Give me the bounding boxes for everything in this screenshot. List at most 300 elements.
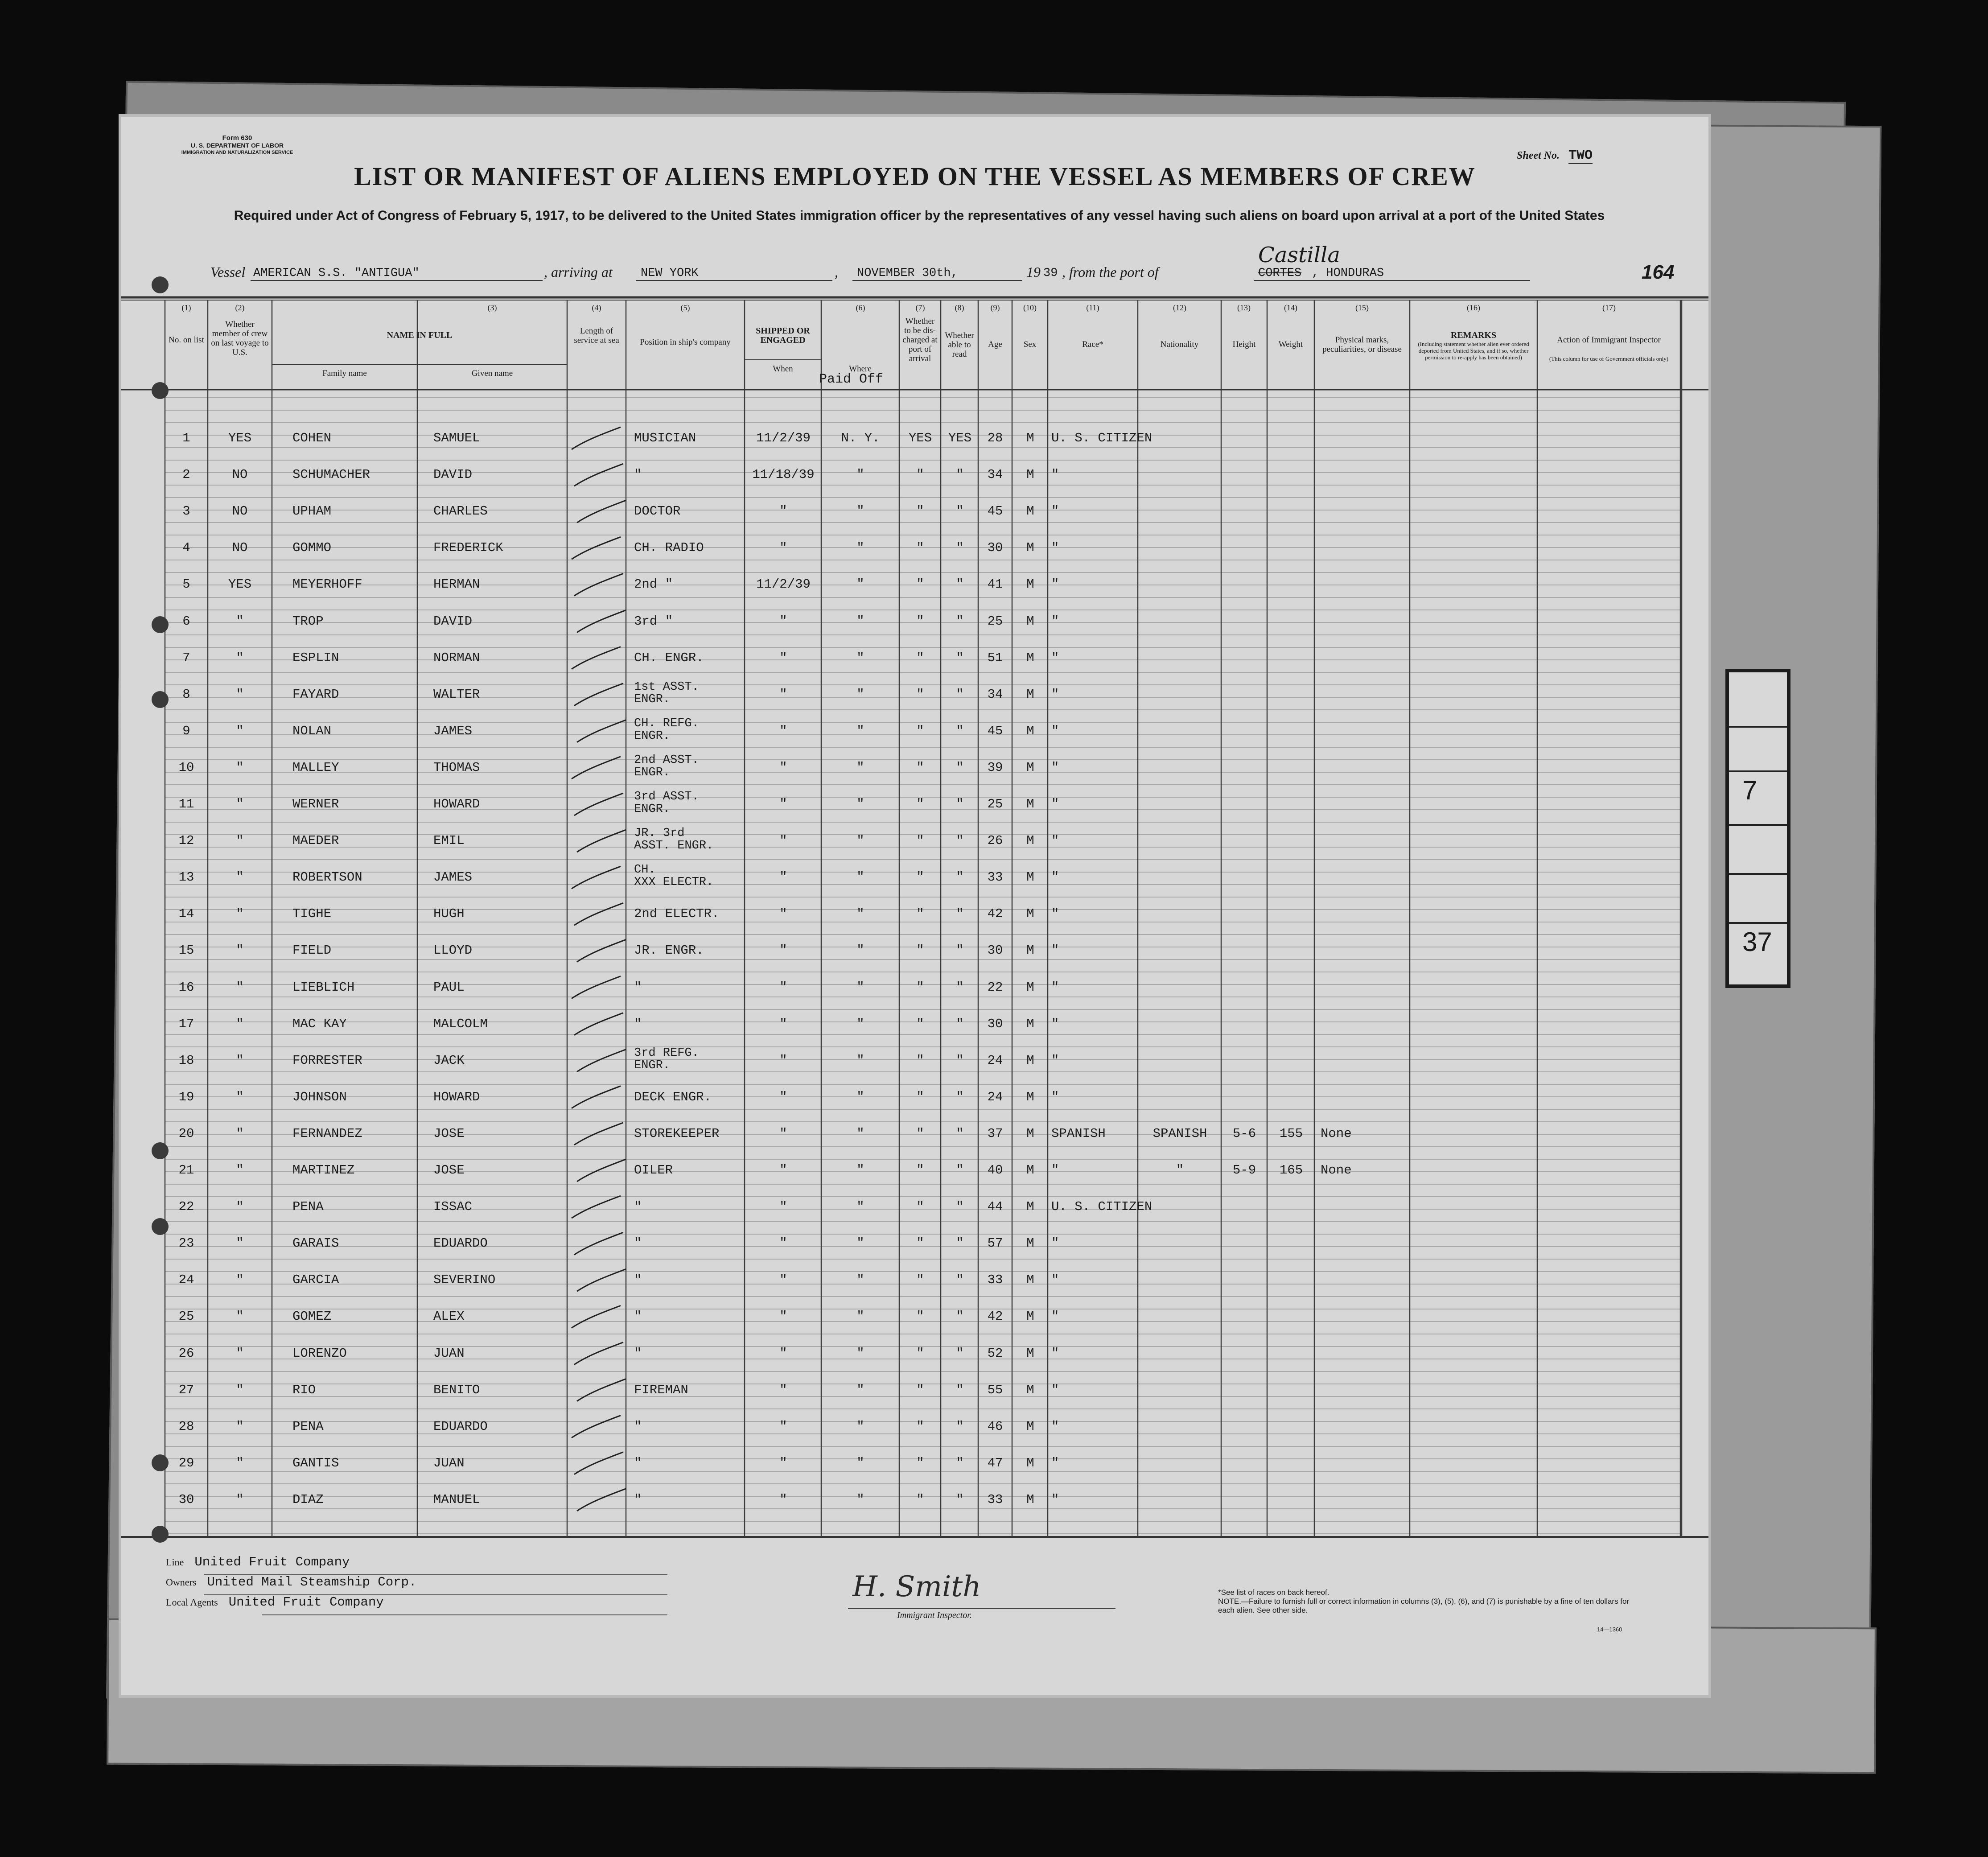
- races-note: *See list of races on back hereof.: [1218, 1588, 1329, 1597]
- cell-given: LLOYD: [433, 943, 473, 958]
- column-number: (1): [181, 303, 191, 312]
- side-card: [1725, 669, 1790, 988]
- cell-when: ": [779, 943, 787, 958]
- header-age: Age: [988, 340, 1002, 349]
- cell-family: SCHUMACHER: [292, 467, 370, 482]
- header-height: Height: [1232, 340, 1256, 349]
- cell-age: 52: [987, 1346, 1003, 1361]
- cell-where: ": [856, 797, 864, 811]
- cell-age: 42: [987, 906, 1003, 922]
- cell-disch: ": [916, 797, 924, 811]
- owners-value: United Mail Steamship Corp.: [207, 1575, 417, 1589]
- cell-age: 33: [987, 1272, 1003, 1288]
- punch-hole: [152, 1142, 169, 1159]
- cell-where: ": [856, 1053, 864, 1068]
- cell-read: ": [956, 1236, 964, 1251]
- table-row: [121, 533, 1680, 564]
- cell-disch: ": [916, 1089, 924, 1104]
- column-number: (8): [955, 303, 964, 312]
- punch-hole: [152, 691, 169, 708]
- cell-family: MAC KAY: [292, 1016, 347, 1031]
- table-row: [121, 1192, 1680, 1223]
- cell-disch: ": [916, 540, 924, 556]
- cell-age: 37: [987, 1126, 1003, 1141]
- cell-sex: M: [1026, 980, 1034, 995]
- header-nationality: Nationality: [1160, 340, 1199, 349]
- cell-sex: M: [1026, 906, 1034, 922]
- cell-read: ": [956, 943, 964, 958]
- cell-disch: ": [916, 650, 924, 665]
- cell-read: ": [956, 504, 964, 519]
- cell-disch: ": [916, 1053, 924, 1068]
- cell-where: ": [856, 1236, 864, 1251]
- cell-race: ": [1051, 1346, 1059, 1361]
- cell-no: 1: [182, 431, 190, 445]
- cell-position: 3rd REFG. ENGR.: [634, 1046, 699, 1072]
- cell-when: ": [779, 797, 787, 811]
- cell-where: ": [856, 1163, 864, 1178]
- header-action-note: (This column for use of Government officials only): [1549, 355, 1669, 362]
- cell-prev: YES: [228, 431, 252, 445]
- cell-where: ": [856, 1492, 864, 1507]
- cell-no: 17: [178, 1016, 194, 1031]
- cell-age: 42: [987, 1309, 1003, 1324]
- cell-family: LIEBLICH: [292, 980, 355, 995]
- cell-no: 14: [178, 906, 194, 922]
- cell-prev: ": [236, 1089, 244, 1104]
- vessel-label: Vessel: [210, 264, 246, 280]
- cell-when: ": [779, 980, 787, 995]
- cell-no: 6: [182, 614, 190, 629]
- cell-no: 19: [178, 1089, 194, 1104]
- cell-prev: ": [236, 833, 244, 848]
- sheet-label: Sheet No.: [1517, 150, 1560, 161]
- table-row: [121, 460, 1680, 491]
- cell-family: NOLAN: [292, 723, 332, 738]
- cell-read: ": [956, 577, 964, 592]
- cell-weight: 155: [1279, 1126, 1303, 1141]
- cell-read: ": [956, 1455, 964, 1470]
- cell-age: 44: [987, 1199, 1003, 1215]
- cell-no: 26: [178, 1346, 194, 1361]
- header-position: Position in ship's company: [640, 338, 731, 347]
- cell-read: YES: [948, 431, 972, 445]
- cell-sex: M: [1026, 467, 1034, 482]
- cell-age: 46: [987, 1419, 1003, 1434]
- column-number: (14): [1284, 303, 1297, 312]
- cell-age: 45: [987, 723, 1003, 738]
- cell-prev: ": [236, 1272, 244, 1288]
- cell-family: FERNANDEZ: [292, 1126, 362, 1141]
- column-number: (16): [1467, 303, 1480, 312]
- cell-where: ": [856, 650, 864, 665]
- vessel-name: AMERICAN S.S. "ANTIGUA": [253, 267, 420, 280]
- cell-sex: M: [1026, 833, 1034, 848]
- port-handwritten: Castilla: [1258, 243, 1340, 268]
- table-row: [121, 1302, 1680, 1333]
- column-number: (9): [990, 303, 1000, 312]
- cell-race: ": [1051, 614, 1059, 629]
- cell-read: ": [956, 980, 964, 995]
- cell-where: ": [856, 1346, 864, 1361]
- cell-position: ": [634, 1419, 642, 1434]
- cell-family: GANTIS: [292, 1455, 339, 1470]
- header-remarks: REMARKS: [1450, 330, 1497, 340]
- cell-disch: ": [916, 833, 924, 848]
- cell-race: ": [1051, 1089, 1059, 1104]
- cell-where: ": [856, 540, 864, 556]
- cell-disch: ": [916, 1346, 924, 1361]
- column-number: (6): [856, 303, 865, 312]
- cell-given: PAUL: [433, 980, 465, 995]
- cell-position: ": [634, 1016, 642, 1031]
- cell-where: ": [856, 980, 864, 995]
- cell-disch: ": [916, 1016, 924, 1031]
- cell-when: ": [779, 1382, 787, 1397]
- voyage-line: Vessel AMERICAN S.S. "ANTIGUA" , arriving at NEW YORK , NOVEMBER 30th, 19 39 , from the port of Castilla CORTES , HONDURAS 164: [210, 243, 1675, 283]
- cell-prev: ": [236, 943, 244, 958]
- cell-family: FIELD: [292, 943, 332, 958]
- cell-sex: M: [1026, 1089, 1034, 1104]
- cell-no: 10: [178, 760, 194, 775]
- cell-when: ": [779, 1492, 787, 1507]
- cell-read: ": [956, 833, 964, 848]
- cell-no: 5: [182, 577, 190, 592]
- column-number: (13): [1237, 303, 1251, 312]
- cell-read: ": [956, 1199, 964, 1215]
- page-subtitle: Required under Act of Congress of February 5, 1917, to be delivered to the United States immigration officer by the representatives of any vessel having such aliens on board upon arrival at a port of the United States: [234, 208, 1605, 223]
- cell-family: TIGHE: [292, 906, 332, 922]
- table-row: [121, 899, 1680, 931]
- table-row: [121, 643, 1680, 675]
- table-row: [121, 1265, 1680, 1297]
- cell-prev: ": [236, 1419, 244, 1434]
- cell-prev: ": [236, 760, 244, 775]
- cell-no: 9: [182, 723, 190, 738]
- cell-age: 55: [987, 1382, 1003, 1397]
- cell-read: ": [956, 797, 964, 811]
- service: IMMIGRATION AND NATURALIZATION SERVICE: [181, 150, 293, 155]
- header-when: When: [773, 364, 793, 374]
- cell-age: 30: [987, 540, 1003, 556]
- cell-given: JACK: [433, 1053, 465, 1068]
- cell-given: HOWARD: [433, 1089, 480, 1104]
- agents-label: Local Agents: [166, 1597, 218, 1608]
- cell-read: ": [956, 650, 964, 665]
- cell-given: MANUEL: [433, 1492, 480, 1507]
- cell-age: 25: [987, 797, 1003, 811]
- cell-race: U. S. CITIZEN: [1051, 431, 1152, 445]
- cell-given: DAVID: [433, 467, 473, 482]
- arrival-date: NOVEMBER 30th,: [857, 267, 958, 280]
- cell-where: ": [856, 614, 864, 629]
- punch-hole: [152, 382, 169, 399]
- cell-no: 20: [178, 1126, 194, 1141]
- cell-sex: M: [1026, 614, 1034, 629]
- arrival-year: 39: [1043, 267, 1058, 280]
- cell-age: 26: [987, 833, 1003, 848]
- cell-race: ": [1051, 833, 1059, 848]
- cell-race: ": [1051, 467, 1059, 482]
- cell-read: ": [956, 1346, 964, 1361]
- cell-prev: NO: [232, 467, 248, 482]
- cell-disch: ": [916, 1455, 924, 1470]
- cell-disch: ": [916, 1492, 924, 1507]
- cell-race: ": [1051, 540, 1059, 556]
- cell-sex: M: [1026, 650, 1034, 665]
- cell-where: ": [856, 943, 864, 958]
- cell-position: ": [634, 1455, 642, 1470]
- cell-prev: ": [236, 906, 244, 922]
- cell-disch: ": [916, 1272, 924, 1288]
- cell-prev: ": [236, 1163, 244, 1178]
- cell-when: ": [779, 1309, 787, 1324]
- cell-prev: NO: [232, 540, 248, 556]
- cell-given: HERMAN: [433, 577, 480, 592]
- cell-where: ": [856, 760, 864, 775]
- paid-off-note: Paid Off: [819, 372, 884, 387]
- cell-age: 33: [987, 1492, 1003, 1507]
- cell-given: CHARLES: [433, 504, 488, 519]
- cell-position: MUSICIAN: [634, 431, 696, 445]
- cell-race: ": [1051, 760, 1059, 775]
- cell-race: U. S. CITIZEN: [1051, 1199, 1152, 1215]
- cell-disch: ": [916, 1236, 924, 1251]
- cell-position: 3rd ": [634, 614, 673, 629]
- header-no-on-list: No. on list: [169, 335, 204, 345]
- cell-where: ": [856, 687, 864, 702]
- cell-where: ": [856, 1309, 864, 1324]
- table-row: [121, 1156, 1680, 1187]
- cell-given: EDUARDO: [433, 1419, 488, 1434]
- cell-disch: ": [916, 870, 924, 885]
- cell-read: ": [956, 1492, 964, 1507]
- cell-position: 2nd ": [634, 577, 673, 592]
- cell-family: LORENZO: [292, 1346, 347, 1361]
- cell-sex: M: [1026, 943, 1034, 958]
- cell-prev: ": [236, 1053, 244, 1068]
- cell-position: DOCTOR: [634, 504, 681, 519]
- header-member-last-voyage: Whether member of crew on last voyage to U.S.: [211, 320, 269, 357]
- cell-family: GOMMO: [292, 540, 332, 556]
- cell-given: JUAN: [433, 1346, 465, 1361]
- cell-prev: ": [236, 1309, 244, 1324]
- line-label: Line: [166, 1556, 184, 1568]
- cell-read: ": [956, 1419, 964, 1434]
- column-number: (15): [1355, 303, 1369, 312]
- header-discharged: Whether to be dis-charged at port of arrival: [902, 317, 938, 363]
- cell-age: 45: [987, 504, 1003, 519]
- cell-read: ": [956, 467, 964, 482]
- cell-given: JUAN: [433, 1455, 465, 1470]
- cell-family: FORRESTER: [292, 1053, 362, 1068]
- cell-position: 2nd ASST. ENGR.: [634, 753, 699, 779]
- header-physical: Physical marks, peculiarities, or disease: [1322, 335, 1402, 354]
- cell-age: 25: [987, 614, 1003, 629]
- cell-family: UPHAM: [292, 504, 332, 519]
- cell-race: SPANISH: [1051, 1126, 1106, 1141]
- cell-race: ": [1051, 1309, 1059, 1324]
- cell-prev: ": [236, 980, 244, 995]
- department: U. S. DEPARTMENT OF LABOR: [190, 142, 284, 149]
- cell-position: 3rd ASST. ENGR.: [634, 790, 699, 816]
- cell-position: OILER: [634, 1163, 673, 1178]
- header-able-read: Whether able to read: [945, 331, 974, 359]
- cell-sex: M: [1026, 1419, 1034, 1434]
- cell-no: 13: [178, 870, 194, 885]
- table-row: [121, 424, 1680, 455]
- cell-when: ": [779, 1016, 787, 1031]
- cell-given: HUGH: [433, 906, 465, 922]
- cell-where: ": [856, 870, 864, 885]
- cell-family: MARTINEZ: [292, 1163, 355, 1178]
- cell-race: ": [1051, 1382, 1059, 1397]
- column-number: (5): [680, 303, 690, 312]
- punch-hole: [152, 1454, 169, 1471]
- header-name-in-full: NAME IN FULL: [387, 330, 453, 340]
- cell-race: ": [1051, 870, 1059, 885]
- cell-sex: M: [1026, 870, 1034, 885]
- cell-position: CH. REFG. ENGR.: [634, 716, 699, 743]
- cell-no: 15: [178, 943, 194, 958]
- column-number: (12): [1173, 303, 1186, 312]
- cell-given: WALTER: [433, 687, 480, 702]
- fine-note: NOTE.—Failure to furnish full or correct information in columns (3), (5), (6), and (7) is punishable by a fine of ten dollars for each alien. See other side.: [1218, 1597, 1630, 1614]
- cell-given: BENITO: [433, 1382, 480, 1397]
- cell-family: FAYARD: [292, 687, 339, 702]
- agents-value: United Fruit Company: [228, 1595, 384, 1610]
- table-row: [121, 497, 1680, 528]
- cell-family: ROBERTSON: [292, 870, 362, 885]
- line-field: [166, 1555, 350, 1569]
- cell-prev: NO: [232, 504, 248, 519]
- cell-when: ": [779, 614, 787, 629]
- port-struck: CORTES: [1258, 267, 1302, 280]
- cell-no: 29: [178, 1455, 194, 1470]
- table-row: [121, 863, 1680, 894]
- cell-prev: ": [236, 614, 244, 629]
- cell-given: JOSE: [433, 1126, 465, 1141]
- port-country: , HONDURAS: [1312, 267, 1384, 280]
- cell-no: 12: [178, 833, 194, 848]
- cell-sex: M: [1026, 1346, 1034, 1361]
- cell-where: ": [856, 1455, 864, 1470]
- cell-race: ": [1051, 577, 1059, 592]
- table-row: [121, 1412, 1680, 1443]
- cell-read: ": [956, 1163, 964, 1178]
- manifest-sheet: [121, 117, 1708, 1695]
- cell-no: 28: [178, 1419, 194, 1434]
- cell-disch: ": [916, 614, 924, 629]
- cell-where: ": [856, 723, 864, 738]
- cell-age: 51: [987, 650, 1003, 665]
- cell-sex: M: [1026, 504, 1034, 519]
- cell-read: ": [956, 614, 964, 629]
- cell-when: ": [779, 870, 787, 885]
- cell-race: ": [1051, 980, 1059, 995]
- cell-when: ": [779, 1199, 787, 1215]
- header-race: Race*: [1082, 340, 1103, 349]
- cell-family: RIO: [292, 1382, 316, 1397]
- cell-given: JOSE: [433, 1163, 465, 1178]
- header-shipped: SHIPPED OR ENGAGED: [756, 326, 810, 345]
- cell-prev: ": [236, 650, 244, 665]
- cell-when: ": [779, 1346, 787, 1361]
- column-number: (7): [915, 303, 925, 312]
- footer-notes: [1218, 1588, 1646, 1615]
- cell-race: ": [1051, 504, 1059, 519]
- cell-no: 3: [182, 504, 190, 519]
- cell-when: ": [779, 1126, 787, 1141]
- cell-sex: M: [1026, 1236, 1034, 1251]
- table-row: [121, 1375, 1680, 1407]
- header-length-service: Length of service at sea: [574, 326, 619, 345]
- table-row: [121, 1485, 1680, 1516]
- cell-prev: ": [236, 1016, 244, 1031]
- cell-race: ": [1051, 943, 1059, 958]
- cell-when: 11/18/39: [752, 467, 815, 482]
- cell-age: 41: [987, 577, 1003, 592]
- cell-prev: YES: [228, 577, 252, 592]
- cell-position: CH. XXX ELECTR.: [634, 863, 714, 889]
- cell-where: ": [856, 1199, 864, 1215]
- cell-family: MALLEY: [292, 760, 339, 775]
- owners-label: Owners: [166, 1577, 197, 1588]
- cell-no: 16: [178, 980, 194, 995]
- cell-marks: None: [1321, 1163, 1352, 1178]
- cell-family: TROP: [292, 614, 324, 629]
- cell-when: ": [779, 760, 787, 775]
- cell-no: 4: [182, 540, 190, 556]
- cell-race: ": [1051, 906, 1059, 922]
- cell-when: ": [779, 906, 787, 922]
- cell-given: SEVERINO: [433, 1272, 496, 1288]
- cell-nat: SPANISH: [1152, 1126, 1207, 1141]
- cell-sex: M: [1026, 1309, 1034, 1324]
- cell-no: 30: [178, 1492, 194, 1507]
- cell-no: 22: [178, 1199, 194, 1215]
- cell-position: 1st ASST. ENGR.: [634, 680, 699, 706]
- cell-when: ": [779, 1053, 787, 1068]
- cell-where: ": [856, 833, 864, 848]
- punch-hole: [152, 1526, 169, 1543]
- cell-prev: ": [236, 1236, 244, 1251]
- cell-no: 23: [178, 1236, 194, 1251]
- cell-where: ": [856, 1272, 864, 1288]
- punch-hole: [152, 1218, 169, 1235]
- cell-sex: M: [1026, 760, 1034, 775]
- cell-read: ": [956, 1309, 964, 1324]
- cell-family: PENA: [292, 1199, 324, 1215]
- cell-where: ": [856, 504, 864, 519]
- cell-where: ": [856, 1016, 864, 1031]
- cell-given: ISSAC: [433, 1199, 473, 1215]
- table-row: [121, 1046, 1680, 1077]
- cell-no: 27: [178, 1382, 194, 1397]
- cell-when: 11/2/39: [756, 431, 811, 445]
- cell-position: JR. 3rd ASST. ENGR.: [634, 827, 714, 853]
- table-row: [121, 607, 1680, 638]
- cell-disch: ": [916, 1126, 924, 1141]
- cell-position: ": [634, 980, 642, 995]
- cell-sex: M: [1026, 1492, 1034, 1507]
- cell-race: ": [1051, 1492, 1059, 1507]
- cell-family: GARCIA: [292, 1272, 339, 1288]
- cell-age: 47: [987, 1455, 1003, 1470]
- cell-when: ": [779, 1455, 787, 1470]
- cell-race: ": [1051, 1455, 1059, 1470]
- cell-disch: YES: [908, 431, 932, 445]
